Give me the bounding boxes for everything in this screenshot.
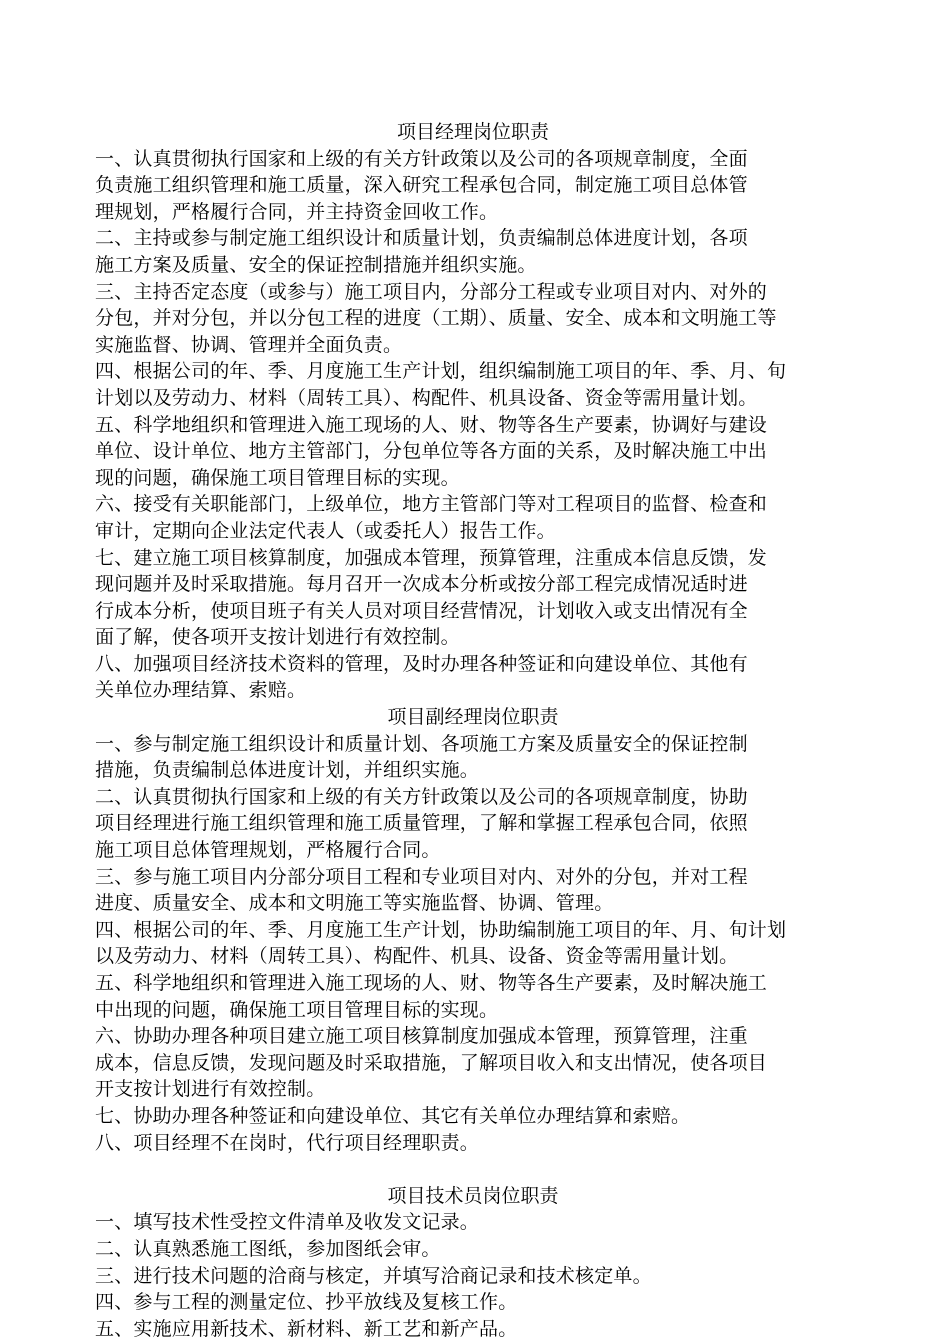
text-line: 计划以及劳动力、材料（周转工具）、构配件、机具设备、资金等需用量计划。	[95, 386, 758, 409]
text-line: 四、根据公司的年、季、月度施工生产计划，协助编制施工项目的年、月、旬计划	[95, 918, 787, 941]
text-line: 二、主持或参与制定施工组织设计和质量计划，负责编制总体进度计划，各项	[95, 227, 748, 250]
text-line: 三、进行技术问题的洽商与核定，并填写洽商记录和技术核定单。	[95, 1264, 652, 1287]
section-deputy-manager	[95, 704, 851, 1156]
text-line: 关单位办理结算、索赔。	[95, 679, 307, 702]
section-title: 项目经理岗位职责	[396, 121, 549, 143]
text-line: 现的问题，确保施工项目管理目标的实现。	[95, 466, 460, 489]
text-line: 进度、质量安全、成本和文明施工等实施监督、协调、管理。	[95, 892, 614, 915]
text-line: 施工项目总体管理规划，严格履行合同。	[95, 839, 441, 862]
text-line: 负责施工组织管理和施工质量，深入研究工程承包合同，制定施工项目总体管	[95, 174, 748, 197]
text-line: 开支按计划进行有效控制。	[95, 1078, 326, 1101]
text-line: 面了解，使各项开支按计划进行有效控制。	[95, 626, 460, 649]
text-line: 二、认真贯彻执行国家和上级的有关方针政策以及公司的各项规章制度，协助	[95, 785, 748, 808]
text-line: 四、根据公司的年、季、月度施工生产计划，组织编制施工项目的年、季、月、旬	[95, 360, 787, 383]
text-line: 七、协助办理各种签证和向建设单位、其它有关单位办理结算和索赔。	[95, 1104, 691, 1127]
text-line: 成本，信息反馈，发现问题及时采取措施，了解项目收入和支出情况，使各项目	[95, 1051, 768, 1074]
text-line: 八、加强项目经济技术资料的管理，及时办理各种签证和向建设单位、其他有	[95, 652, 748, 675]
text-line: 七、建立施工项目核算制度，加强成本管理，预算管理，注重成本信息反馈，发	[95, 546, 768, 569]
text-line: 一、认真贯彻执行国家和上级的有关方针政策以及公司的各项规章制度，全面	[95, 147, 748, 170]
text-line: 施工方案及质量、安全的保证控制措施并组织实施。	[95, 253, 537, 276]
text-line: 一、填写技术性受控文件清单及收发文记录。	[95, 1211, 480, 1234]
text-line: 以及劳动力、材料（周转工具）、构配件、机具、设备、资金等需用量计划。	[95, 945, 739, 968]
text-line: 五、科学地组织和管理进入施工现场的人、财、物等各生产要素，及时解决施工	[95, 972, 768, 994]
text-line: 审计，定期向企业法定代表人（或委托人）报告工作。	[95, 519, 556, 542]
text-line: 六、协助办理各种项目建立施工项目核算制度加强成本管理，预算管理，注重	[95, 1025, 748, 1048]
section-title: 项目副经理岗位职责	[387, 706, 559, 729]
text-line: 一、参与制定施工组织设计和质量计划、各项施工方案及质量安全的保证控制	[95, 732, 748, 755]
section-technician	[95, 1183, 851, 1343]
text-line: 五、科学地组织和管理进入施工现场的人、财、物等各生产要素，协调好与建设	[95, 413, 768, 436]
text-line: 单位、设计单位、地方主管部门，分包单位等各方面的关系，及时解决施工中出	[95, 440, 768, 463]
blank-line	[95, 1156, 851, 1183]
text-line: 实施监督、协调、管理并全面负责。	[95, 333, 403, 356]
text-line: 现问题并及时采取措施。每月召开一次成本分析或按分部工程完成情况适时进	[95, 573, 748, 596]
text-line: 中出现的问题，确保施工项目管理目标的实现。	[95, 998, 499, 1021]
text-line: 八、项目经理不在岗时，代行项目经理职责。	[95, 1131, 480, 1154]
text-line: 三、主持否定态度（或参与）施工项目内，分部分工程或专业项目对内、对外的	[95, 280, 768, 303]
text-line: 三、参与施工项目内分部分项目工程和专业项目对内、对外的分包，并对工程	[95, 865, 748, 888]
text-line: 二、认真熟悉施工图纸，参加图纸会审。	[95, 1237, 441, 1260]
text-line: 项目经理进行施工组织管理和施工质量管理，了解和掌握工程承包合同，依照	[95, 812, 748, 835]
text-line: 六、接受有关职能部门，上级单位，地方主管部门等对工程项目的监督、检查和	[95, 493, 768, 516]
text-line: 分包，并对分包，并以分包工程的进度（工期）、质量、安全、成本和文明施工等	[95, 307, 777, 330]
text-line: 五、实施应用新技术、新材料、新工艺和新产品。	[95, 1317, 518, 1340]
section-project-manager	[95, 119, 851, 704]
text-line: 行成本分析，使项目班子有关人员对项目经营情况，计划收入或支出情况有全	[95, 599, 748, 622]
text-line: 四、参与工程的测量定位、抄平放线及复核工作。	[95, 1291, 518, 1314]
document-page	[95, 119, 851, 1342]
text-line: 理规划，严格履行合同，并主持资金回收工作。	[95, 200, 499, 223]
section-title: 项目技术员岗位职责	[387, 1184, 559, 1207]
text-line: 措施，负责编制总体进度计划，并组织实施。	[95, 759, 480, 782]
